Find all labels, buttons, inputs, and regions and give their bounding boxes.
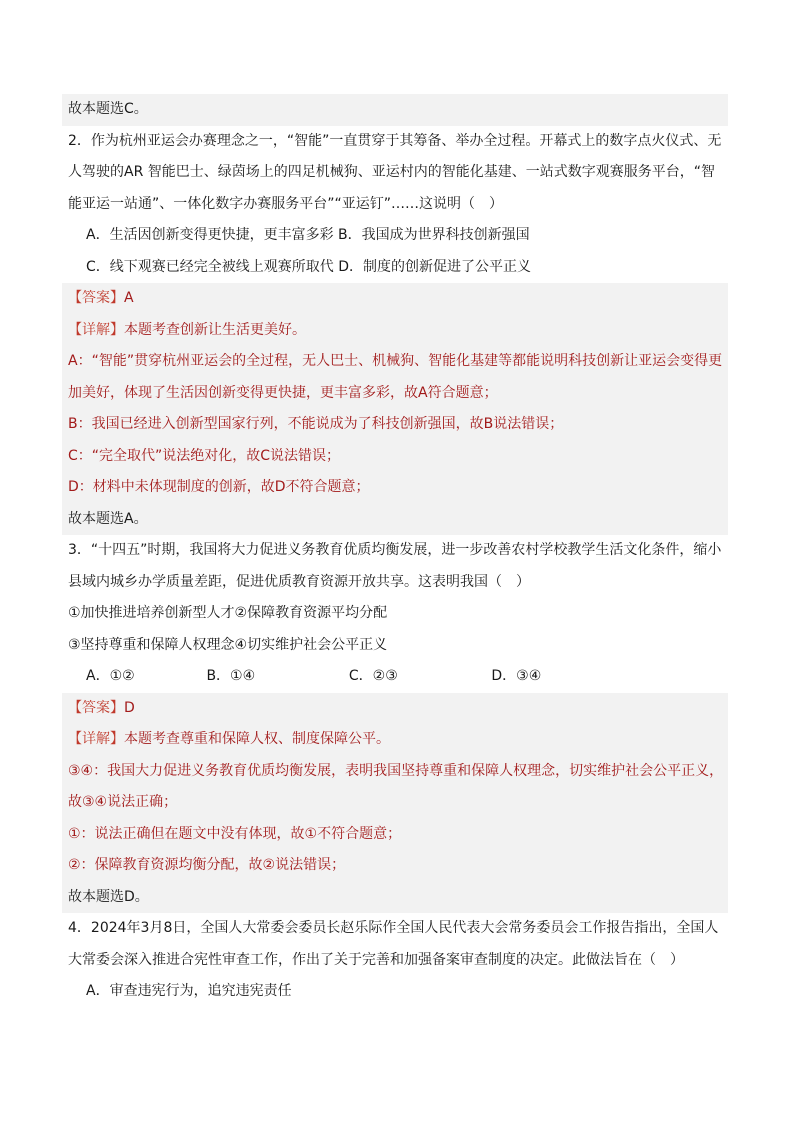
q3-analysis-line: ①：说法正确但在题文中没有体现，故①不符合题意； xyxy=(68,825,402,842)
detail-intro: 本题考查创新让生活更美好。 xyxy=(124,321,306,338)
q3-option-c: C．②③ xyxy=(348,668,398,684)
q2-analysis-line: C：“完全取代”说法绝对化，故C说法错误； xyxy=(68,447,341,464)
q3-item-row: ①加快推进培养创新型人才②保障教育资源平均分配 xyxy=(68,605,388,621)
q3-option-a: A．①② xyxy=(86,668,135,684)
q3-stem-line: 县域内城乡办学质量差距，促进优质教育资源开放共享。这表明我国（ ） xyxy=(68,573,530,590)
detail-intro: 本题考查尊重和保障人权、制度保障公平。 xyxy=(124,731,390,747)
q2-detail xyxy=(68,315,728,347)
q2-analysis-line: A：“智能”贯穿杭州亚运会的全过程，无人巴士、机械狗、智能化基建等都能说明科技创新让亚运会变得更 xyxy=(68,353,723,369)
detail-tag: 【详解】 xyxy=(68,731,124,747)
document-page xyxy=(68,94,724,1008)
q3-answer-block xyxy=(62,693,728,914)
answer-tag: 【答案】 xyxy=(68,699,124,716)
q3-analysis-line: 故③④说法正确； xyxy=(68,794,178,810)
q3-answer xyxy=(68,693,728,725)
q3-detail xyxy=(68,724,728,756)
q2-conclusion: 故本题选A。 xyxy=(68,510,148,527)
q1-conclusion: 故本题选C。 xyxy=(68,101,148,117)
q4-stem xyxy=(68,913,724,976)
q1-answer-block xyxy=(62,94,728,126)
q2-options-row xyxy=(68,252,724,284)
q2-option-d: D．制度的创新促进了公平正义 xyxy=(338,258,532,275)
answer-value: A xyxy=(124,290,134,306)
q2-analysis-line: D：材料中未体现制度的创新，故D不符合题意； xyxy=(68,479,370,495)
q3-stem-line: 3．“十四五”时期，我国将大力促进义务教育优质均衡发展，进一步改善农村学校教学生活文化条件，缩小 xyxy=(68,542,722,558)
q3-conclusion: 故本题选D。 xyxy=(68,888,149,905)
q3-stem xyxy=(68,535,724,598)
q2-options-row xyxy=(68,220,724,252)
q4-options-row xyxy=(68,976,724,1008)
answer-tag: 【答案】 xyxy=(68,290,124,306)
q4-stem-line: 大常委会深入推进合宪性审查工作，作出了关于完善和加强备案审查制度的决定。此做法旨在（ ） xyxy=(68,951,684,968)
q2-stem-line: 能亚运一站通”、一体化数字办赛服务平台”“亚运钉”……这说明（ ） xyxy=(68,195,504,212)
q3-option-d: D．③④ xyxy=(491,668,542,684)
q3-options-row xyxy=(68,661,724,693)
q2-answer xyxy=(68,283,728,315)
q2-option-c: C．线下观赛已经完全被线上观赛所取代 xyxy=(86,258,334,275)
q2-stem-line: 人驾驶的AR 智能巴士、绿茵场上的四足机械狗、亚运村内的智能化基建、一站式数字观赛服务平台，“智 xyxy=(68,164,716,180)
q2-stem-line: 2．作为杭州亚运会办赛理念之一，“智能”一直贯穿于其筹备、举办全过程。开幕式上的数字点火仪式、无 xyxy=(68,132,722,149)
q3-item-row: ③坚持尊重和保障人权理念④切实维护社会公平正义 xyxy=(68,636,388,653)
q2-option-a: A．生活因创新变得更快捷，更丰富多彩 xyxy=(86,227,334,243)
detail-tag: 【详解】 xyxy=(68,321,124,338)
q2-stem xyxy=(68,126,724,221)
q3-option-b: B．①④ xyxy=(206,668,256,684)
q2-answer-block xyxy=(62,283,728,535)
q2-analysis-line: 加美好，体现了生活因创新变得更快捷，更丰富多彩，故A符合题意； xyxy=(68,384,498,401)
q2-option-b: B．我国成为世界科技创新强国 xyxy=(338,227,530,243)
q4-stem-line: 4．2024年3月8日，全国人大常委会委员长赵乐际作全国人民代表大会常务委员会工作报告指出，全国人 xyxy=(68,920,719,936)
answer-value: D xyxy=(124,699,135,716)
q2-analysis-line: B：我国已经进入创新型国家行列，不能说成为了科技创新强国，故B说法错误； xyxy=(68,416,564,432)
q4-option-a: A．审查违宪行为，追究违宪责任 xyxy=(86,983,292,999)
q3-analysis-line: ③④：我国大力促进义务教育优质均衡发展，表明我国坚持尊重和保障人权理念，切实维护社会公平正义， xyxy=(68,762,724,779)
q3-analysis-line: ②：保障教育资源均衡分配，故②说法错误； xyxy=(68,857,346,873)
